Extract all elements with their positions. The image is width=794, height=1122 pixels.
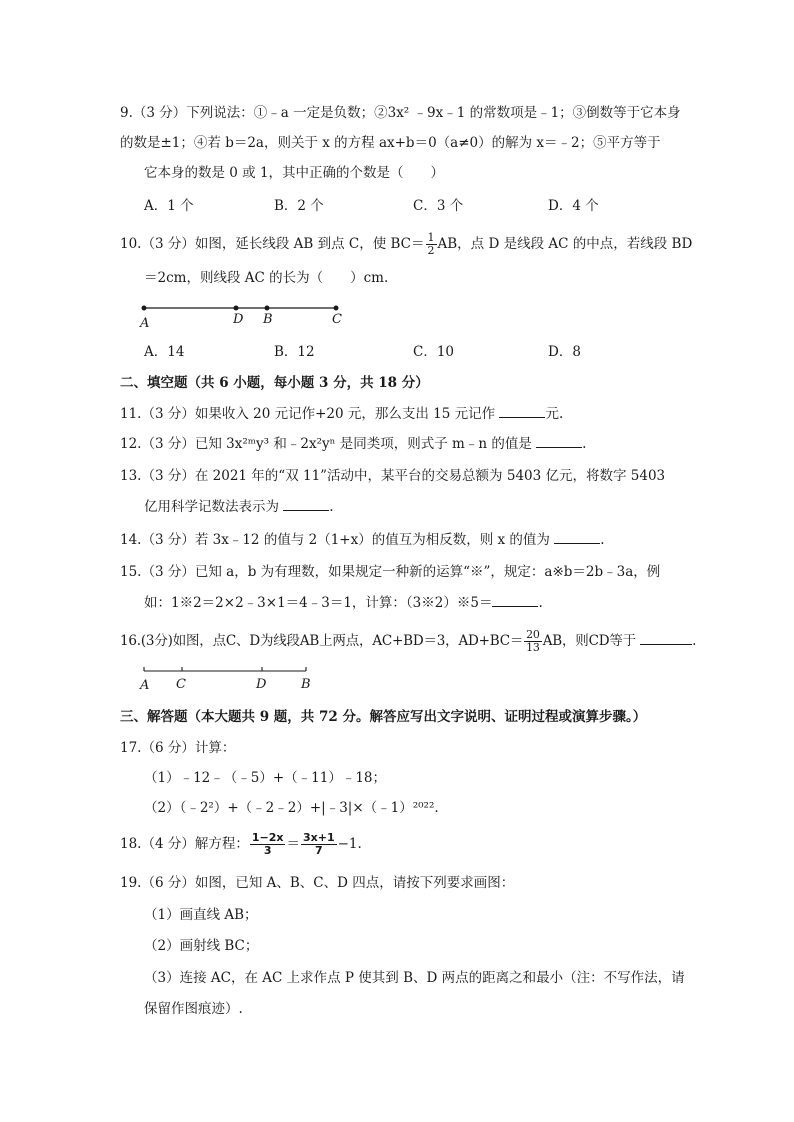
q10-label-a: A: [140, 316, 150, 331]
q9-option-c: C．3 个: [413, 198, 464, 214]
q10-frac-den: 2: [427, 244, 435, 257]
section2-title: 二、填空题（共 6 小题，每小题 3 分，共 18 分）: [120, 375, 429, 391]
q10-label-c: C: [332, 312, 342, 327]
q10-point-b: [265, 306, 270, 311]
q18-equals: ＝: [286, 836, 300, 852]
q10-option-c: C．10: [413, 344, 455, 360]
q10-line1-a: 10.（3 分）如图，延长线段 AB 到点 C，使 BC＝: [120, 236, 425, 252]
q15-line2: [144, 592, 543, 613]
section3-title: 三、解答题（本大题共 9 题，共 72 分。解答应写出文字说明、证明过程或演算步骤。）: [120, 709, 647, 725]
q10-line1: [120, 232, 692, 257]
q16-text-c: .: [692, 633, 697, 649]
q18-rhs-num: 3x+1: [302, 831, 335, 844]
q10-fraction: [426, 232, 437, 257]
q10-option-a: A．14: [144, 344, 185, 360]
q19-title: 19.（6 分）如图，已知 A、B、C、D 四点，请按下列要求画图：: [120, 875, 515, 891]
q10-line2: ＝2cm，则线段 AC 的长为（ ）cm.: [144, 270, 389, 286]
q9-line3: 它本身的数是 0 或 1，其中正确的个数是（ ）: [144, 165, 445, 181]
q9-option-d: D．4 个: [548, 198, 599, 214]
q10-option-b: B．12: [274, 344, 315, 360]
q18-lhs-num: 1−2x: [251, 831, 284, 844]
q13-line2: [144, 496, 334, 517]
q16-text-a: 16.(3分)如图，点C、D为线段AB上两点，AC+BD＝3，AD+BC＝: [120, 633, 524, 649]
q17-title: 17.（6 分）计算：: [120, 740, 236, 756]
q14: [120, 529, 605, 550]
q15-text-a: 如：1※2＝2×2﹣3×1＝4﹣3＝1，计算：（3※2）※5＝: [144, 595, 493, 611]
q11-text-a: 11.（3 分）如果收入 20 元记作+20 元，那么支出 15 元记作: [120, 406, 496, 422]
q18: [120, 832, 362, 857]
q9-option-a: A．1 个: [144, 198, 194, 214]
q16: [120, 629, 696, 654]
q13-line1: 13.（3 分）在 2021 年的“双 11”活动中，某平台的交易总额为 5403 亿元，将数字 5403: [120, 468, 666, 484]
q14-text-a: 14.（3 分）若 3x﹣12 的值与 2（1+x）的值互为相反数，则 x 的值为: [120, 532, 550, 548]
q12: [120, 433, 586, 454]
q16-segment-figure: [138, 665, 328, 695]
q10-segment-figure: [136, 298, 356, 332]
q15-text-b: .: [538, 595, 543, 611]
q19-part3-line1: （3）连接 AC，在 AC 上求作点 P 使其到 B、D 两点的距离之和最小（注：不写作法，请: [144, 970, 685, 986]
q16-fraction: [524, 629, 542, 654]
q10-point-d: [234, 306, 239, 311]
q17-part1: （1）﹣12﹣（﹣5）+（﹣11）﹣18；: [144, 770, 387, 786]
q16-frac-num: 20: [526, 628, 540, 641]
q16-label-c: C: [176, 677, 186, 692]
q13-text-a: 亿用科学记数法表示为: [144, 499, 279, 515]
q13-answer-blank[interactable]: [283, 496, 329, 511]
q14-answer-blank[interactable]: [554, 529, 600, 544]
q11-text-b: 元.: [545, 406, 564, 422]
q18-lhs-fraction: [250, 832, 286, 857]
q18-text-b: −1.: [337, 836, 362, 852]
q16-text-b: AB，则CD等于: [542, 633, 636, 649]
q10-line1-b: AB，点 D 是线段 AC 的中点，若线段 BD: [437, 236, 693, 252]
q10-label-d: D: [233, 312, 244, 327]
q15-answer-blank[interactable]: [492, 592, 538, 607]
q12-answer-blank[interactable]: [536, 433, 582, 448]
q18-lhs-den: 3: [263, 844, 272, 857]
q10-point-a: [142, 306, 147, 311]
q16-label-d: D: [256, 677, 267, 692]
q15-line1: 15.（3 分）已知 a，b 为有理数，如果规定一种新的运算“※”，规定：a※b＝2b﹣3a，例: [120, 564, 661, 580]
q18-rhs-fraction: [301, 832, 337, 857]
q9-line1: 9.（3 分）下列说法：①﹣a 一定是负数；②3x² ﹣9x﹣1 的常数项是﹣1；③倒数等于它本身: [120, 105, 681, 121]
q16-label-b: B: [301, 677, 311, 692]
q16-frac-den: 13: [526, 641, 540, 654]
q14-text-b: .: [600, 532, 605, 548]
q11: [120, 403, 563, 424]
q17-part2: （2）（﹣2²）+（﹣2﹣2）+|﹣3|×（﹣1）²⁰²².: [144, 800, 439, 816]
q16-answer-blank[interactable]: [640, 630, 692, 645]
q19-part1: （1）画直线 AB；: [144, 907, 258, 923]
q10-label-b: B: [263, 312, 273, 327]
q13-text-b: .: [329, 499, 334, 515]
q11-answer-blank[interactable]: [499, 403, 545, 418]
q9-option-b: B．2 个: [274, 198, 324, 214]
q18-text-a: 18.（4 分）解方程：: [120, 836, 249, 852]
q9-line2: 的数是±1；④若 b＝2a，则关于 x 的方程 ax+b＝0（a≠0）的解为 x＝﹣2；⑤平方等于: [120, 135, 661, 151]
q12-text-a: 12.（3 分）已知 3x²ᵐy³ 和﹣2x²yⁿ 是同类项，则式子 m﹣n 的值是: [120, 436, 532, 452]
q12-text-b: .: [582, 436, 587, 452]
q19-part3-line2: 保留作图痕迹）.: [144, 1001, 243, 1017]
q10-option-d: D．8: [548, 344, 581, 360]
q10-point-c: [334, 306, 339, 311]
q10-frac-num: 1: [427, 231, 435, 244]
q18-rhs-den: 7: [314, 844, 323, 857]
q16-label-a: A: [140, 678, 150, 693]
q19-part2: （2）画射线 BC；: [144, 938, 259, 954]
